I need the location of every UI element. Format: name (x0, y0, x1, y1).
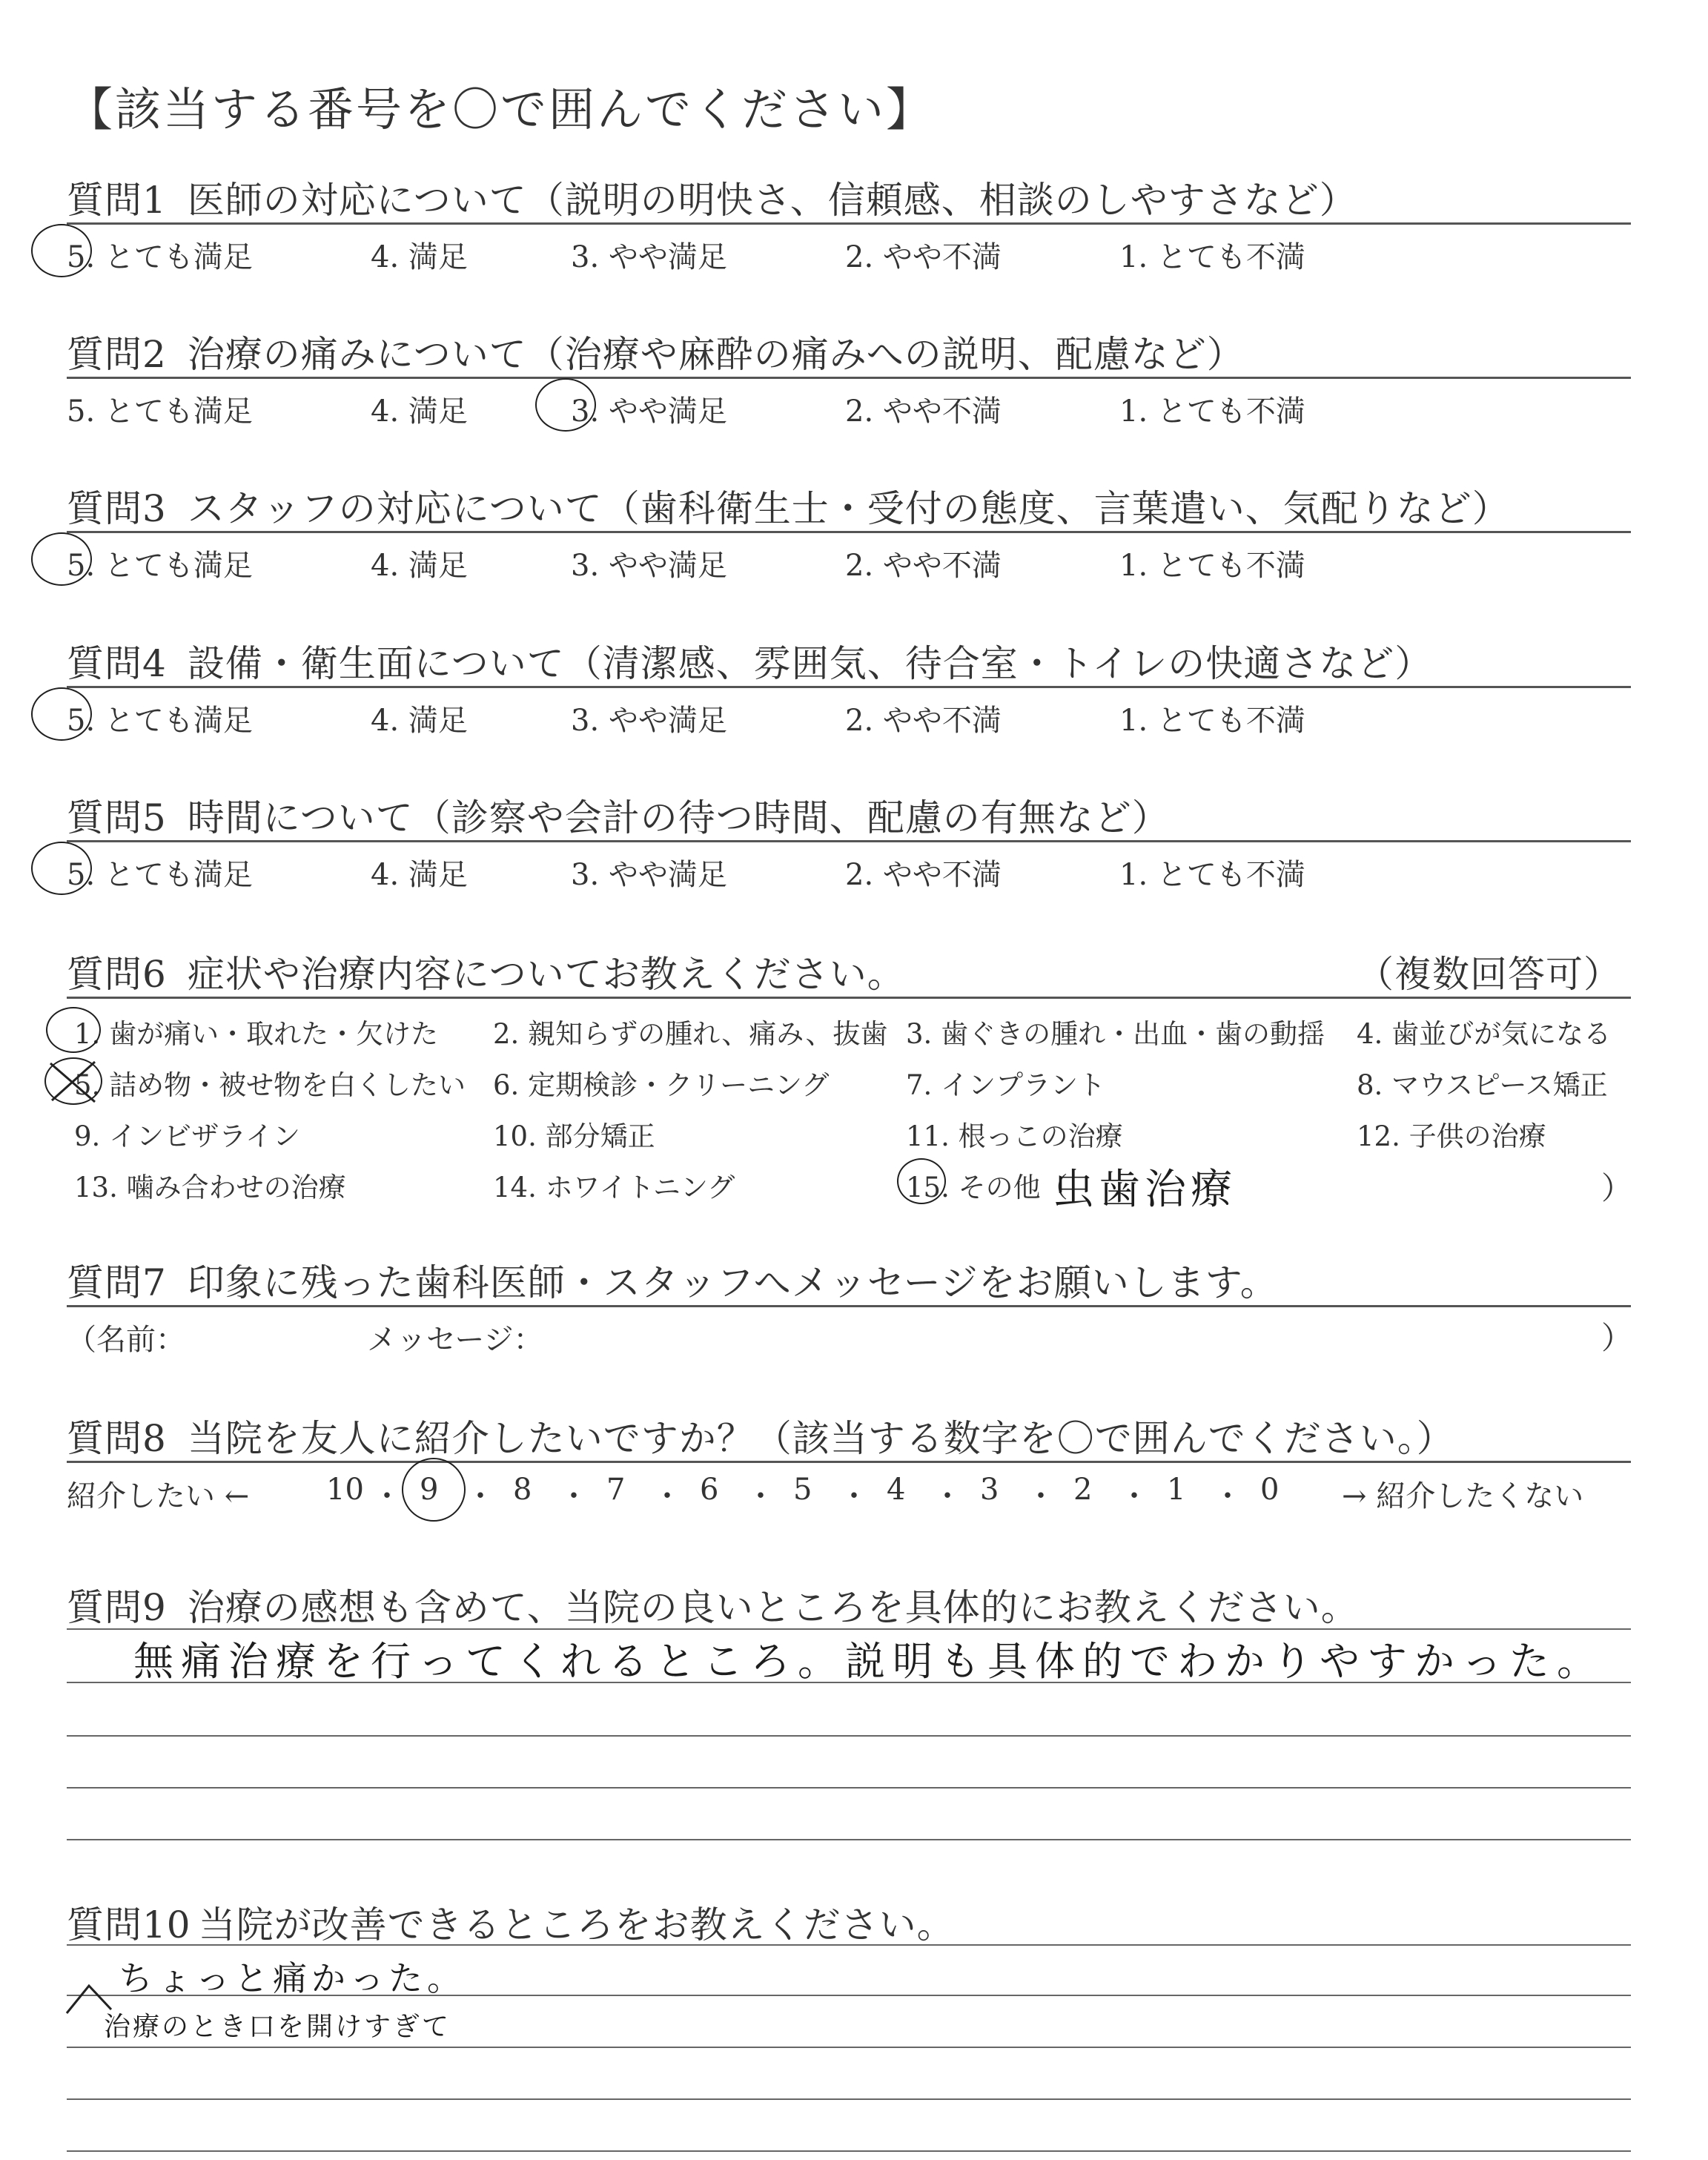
q2-number: 質問2 (67, 333, 167, 376)
q3-number: 質問3 (67, 487, 167, 530)
q5-text: 時間について（診察や会計の待つ時間、配慮の有無など） (187, 796, 1170, 839)
q5-option-4[interactable]: 4. 満足 (371, 858, 468, 892)
q8-rule (67, 1461, 1631, 1463)
q2-option-1[interactable]: 1. とても不満 (1119, 394, 1305, 429)
q3-text: スタッフの対応について（歯科衛生士・受付の態度、言葉遣い、気配りなど） (187, 487, 1510, 530)
q8-separator: ・ (1213, 1479, 1242, 1513)
q9-line-3 (67, 1735, 1631, 1737)
q3-title (67, 479, 1510, 532)
q8-separator: ・ (559, 1479, 589, 1513)
q7-title (67, 1253, 1278, 1307)
q8-separator: ・ (466, 1479, 495, 1513)
q6-option-2[interactable]: 2. 親知らずの腫れ、痛み、抜歯 (493, 1018, 888, 1050)
q3-option-1[interactable]: 1. とても不満 (1119, 549, 1305, 583)
q9-line-5 (67, 1839, 1631, 1840)
q3-rule (67, 531, 1631, 533)
q2-text: 治療の痛みについて（治療や麻酔の痛みへの説明、配慮など） (187, 333, 1245, 376)
q3-option-5[interactable]: 5. とても満足 (67, 549, 253, 583)
q2-option-5[interactable]: 5. とても満足 (67, 394, 253, 429)
q10-title (67, 1895, 955, 1949)
q9-number: 質問9 (67, 1586, 167, 1629)
q4-text: 設備・衛生面について（清潔感、雰囲気、待合室・トイレの快適さなど） (187, 642, 1433, 685)
q6-option-6[interactable]: 6. 定期検診・クリーニング (493, 1069, 830, 1101)
q6-option-5[interactable]: 5. 詰め物・被せ物を白くしたい (74, 1069, 466, 1101)
q4-option-3[interactable]: 3. やや満足 (571, 704, 727, 738)
q3-option-4[interactable]: 4. 満足 (371, 549, 468, 583)
q3-option-2[interactable]: 2. やや不満 (845, 549, 1002, 583)
q10-answer-line-2: 治療のとき口を開けすぎて (104, 2012, 451, 2042)
q8-separator: ・ (1119, 1479, 1149, 1513)
q5-title (67, 788, 1170, 842)
q8-number: 質問8 (67, 1417, 167, 1460)
q2-title (67, 325, 1245, 378)
q8-separator: ・ (1026, 1479, 1056, 1513)
q10-number: 質問10 (67, 1903, 191, 1946)
q6-option-13[interactable]: 13. 噛み合わせの治療 (74, 1172, 346, 1203)
q7-text: 印象に残った歯科医師・スタッフへメッセージをお願いします。 (187, 1261, 1278, 1304)
q8-separator: ・ (746, 1479, 775, 1513)
q8-left-label: 紹介したい ← (67, 1479, 250, 1513)
q2-option-3[interactable]: 3. やや満足 (571, 394, 727, 429)
q4-option-2[interactable]: 2. やや不満 (845, 704, 1002, 738)
q7-message-label: メッセージ： (367, 1323, 543, 1357)
q2-option-4[interactable]: 4. 満足 (371, 394, 468, 429)
q5-option-2[interactable]: 2. やや不満 (845, 858, 1002, 892)
q10-caret-mark (59, 1972, 126, 2017)
q6-text: 症状や治療内容についてお教えください。 (187, 953, 905, 996)
q7-close-paren: ） (1601, 1320, 1633, 1356)
q8-separator: ・ (372, 1479, 402, 1513)
q6-close-paren: ） (1601, 1170, 1633, 1206)
q1-option-3[interactable]: 3. やや満足 (571, 240, 727, 274)
q4-number: 質問4 (67, 642, 167, 685)
q6-option-9[interactable]: 9. インビザライン (74, 1120, 300, 1152)
q6-option-7[interactable]: 7. インプラント (906, 1069, 1106, 1101)
q9-line-4 (67, 1787, 1631, 1789)
q10-line-1 (67, 1944, 1631, 1946)
q3-option-3[interactable]: 3. やや満足 (571, 549, 727, 583)
q6-rule (67, 997, 1631, 999)
q10-text: 当院が改善できるところをお教えください。 (198, 1903, 955, 1946)
q7-name-label: （名前： (67, 1323, 185, 1357)
q8-scale-3[interactable]: 3 (980, 1473, 999, 1507)
q8-scale-5[interactable]: 5 (793, 1473, 812, 1507)
q10-line-3 (67, 2047, 1631, 2048)
q1-option-4[interactable]: 4. 満足 (371, 240, 468, 274)
q8-scale-10[interactable]: 10 (326, 1473, 364, 1507)
q8-title (67, 1409, 1454, 1462)
q6-option-14[interactable]: 14. ホワイトニング (493, 1172, 735, 1203)
q6-option-1[interactable]: 1. 歯が痛い・取れた・欠けた (74, 1018, 439, 1050)
q1-option-5[interactable]: 5. とても満足 (67, 240, 253, 274)
q6-note: （複数回答可） (1357, 953, 1621, 996)
q6-option-8[interactable]: 8. マウスピース矯正 (1357, 1069, 1608, 1101)
q4-option-5[interactable]: 5. とても満足 (67, 704, 253, 738)
q6-option-15[interactable]: 15. その他（ (906, 1172, 1068, 1203)
q6-option-10[interactable]: 10. 部分矯正 (493, 1120, 655, 1152)
q10-answer-line-1: ちょっと痛かった。 (119, 1958, 466, 1998)
q8-scale-4[interactable]: 4 (887, 1473, 906, 1507)
q2-rule (67, 377, 1631, 379)
q6-other-answer: 虫歯治療 (1053, 1166, 1237, 1214)
q9-text: 治療の感想も含めて、当院の良いところを具体的にお教えください。 (187, 1586, 1359, 1629)
q8-scale-2[interactable]: 2 (1073, 1473, 1093, 1507)
q9-answer: 無痛治療を行ってくれるところ。説明も具体的でわかりやすかった。 (133, 1638, 1604, 1685)
q8-scale-6[interactable]: 6 (700, 1473, 719, 1507)
q6-option-4[interactable]: 4. 歯並びが気になる (1357, 1018, 1612, 1050)
q6-option-11[interactable]: 11. 根っこの治療 (906, 1120, 1123, 1152)
q6-title (67, 945, 905, 998)
q1-number: 質問1 (67, 179, 167, 222)
q10-line-4 (67, 2098, 1631, 2100)
q5-option-1[interactable]: 1. とても不満 (1119, 858, 1305, 892)
q6-option-12[interactable]: 12. 子供の治療 (1357, 1120, 1546, 1152)
q8-right-label: → 紹介したくない (1342, 1479, 1584, 1513)
q7-rule (67, 1305, 1631, 1307)
q8-scale-1[interactable]: 1 (1167, 1473, 1186, 1507)
q8-scale-0[interactable]: 0 (1260, 1473, 1280, 1507)
q8-separator: ・ (652, 1479, 682, 1513)
q4-option-4[interactable]: 4. 満足 (371, 704, 468, 738)
q4-title (67, 634, 1432, 687)
page-title: 【該当する番号を〇で囲んでください】 (67, 82, 935, 136)
q8-separator: ・ (933, 1479, 962, 1513)
q7-number: 質問7 (67, 1261, 167, 1304)
q1-rule (67, 222, 1631, 225)
q5-option-3[interactable]: 3. やや満足 (571, 858, 727, 892)
q5-option-5[interactable]: 5. とても満足 (67, 858, 253, 892)
q8-separator: ・ (839, 1479, 869, 1513)
q1-text: 医師の対応について（説明の明快さ、信頼感、相談のしやすさなど） (187, 179, 1357, 222)
q8-scale-9[interactable]: 9 (420, 1473, 439, 1507)
q8-scale-7[interactable]: 7 (606, 1473, 626, 1507)
q6-number: 質問6 (67, 953, 167, 996)
q2-option-2[interactable]: 2. やや不満 (845, 394, 1002, 429)
q1-option-2[interactable]: 2. やや不満 (845, 240, 1002, 274)
q8-scale-8[interactable]: 8 (513, 1473, 532, 1507)
q1-title (67, 171, 1357, 224)
q8-text: 当院を友人に紹介したいですか？（該当する数字を〇で囲んでください。） (187, 1417, 1454, 1460)
q5-rule (67, 840, 1631, 842)
q1-option-1[interactable]: 1. とても不満 (1119, 240, 1305, 274)
q4-rule (67, 686, 1631, 688)
q6-option-3[interactable]: 3. 歯ぐきの腫れ・出血・歯の動揺 (906, 1018, 1325, 1050)
q4-option-1[interactable]: 1. とても不満 (1119, 704, 1305, 738)
q9-title (67, 1578, 1359, 1631)
q5-number: 質問5 (67, 796, 167, 839)
q10-line-5 (67, 2150, 1631, 2152)
